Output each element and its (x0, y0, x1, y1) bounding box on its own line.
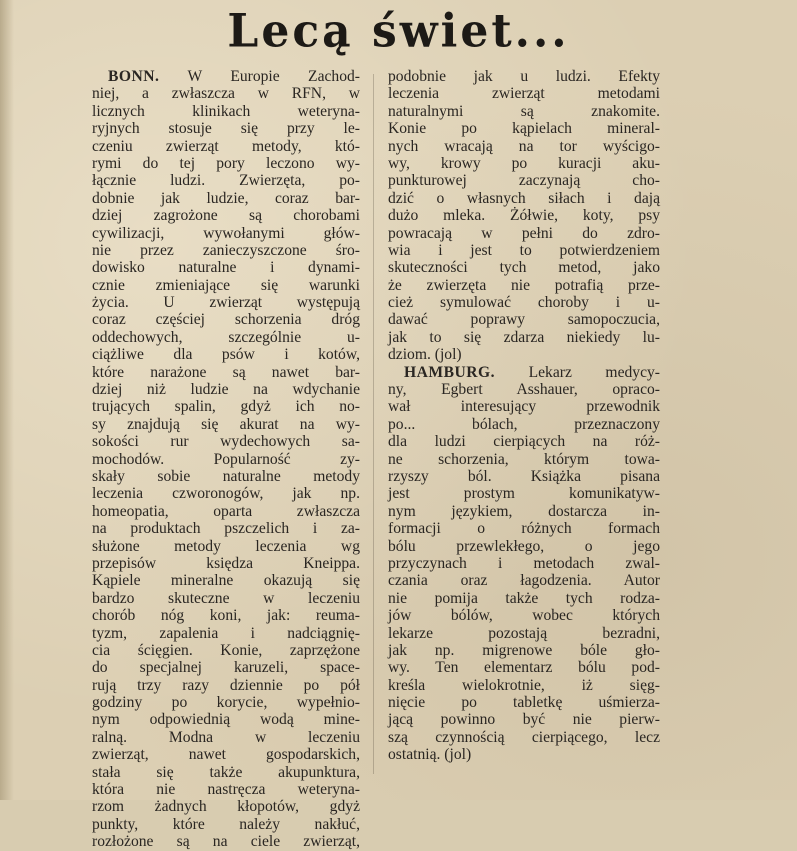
text-line (92, 659, 360, 676)
text-line (388, 729, 660, 746)
text-line-content: cznie zmieniające się warunki (92, 276, 360, 294)
text-line (92, 781, 360, 798)
text-line (92, 694, 360, 711)
text-line-content: czeniu zwierząt metody, któ- (92, 137, 360, 155)
text-line-content: leczenia czworonogów, jak np. (92, 485, 360, 503)
text-line-content: rymi do tej pory leczono wy- (92, 154, 360, 172)
text-line-content: homeopatia, oparta zwłaszcza (92, 502, 360, 520)
text-line-content: dla ludzi cierpiących na róż- (388, 433, 660, 451)
text-line (388, 642, 660, 659)
text-line-content: nie przez zanieczyszczone śro- (92, 241, 360, 259)
text-line-content: sokości rur wydechowych sa- (92, 433, 360, 451)
text-line-content: ryjnych stosuje się przy le- (92, 120, 360, 138)
text-line (92, 607, 360, 624)
text-line-content: zwierząt, nawet gospodarskich, (92, 746, 360, 764)
text-line-content: łącznie ludzi. Zwierzęta, po- (92, 172, 360, 190)
text-line (92, 294, 360, 311)
text-line (388, 103, 660, 120)
text-line (388, 85, 660, 102)
text-line-content: tyzm, zapalenia i nadciągnię- (92, 624, 360, 642)
text-line (388, 381, 660, 398)
text-line-content: przepisów księdza Kneippa. (92, 554, 360, 572)
text-line (388, 398, 660, 415)
text-line (388, 625, 660, 642)
text-line-content: jak np. migrenowe bóle gło- (388, 641, 660, 659)
text-line (388, 68, 660, 85)
text-line (388, 138, 660, 155)
text-line-content: jak to się zdarza niekiedy lu- (388, 328, 660, 346)
text-line (388, 259, 660, 276)
text-line (388, 659, 660, 676)
text-line (92, 416, 360, 433)
text-line (92, 364, 360, 381)
text-line-content: chorób nóg koni, jak: reuma- (92, 607, 360, 625)
text-line (388, 155, 660, 172)
text-line-content: jącą powinno być nie pierw- (388, 711, 660, 729)
article-column-left (92, 68, 360, 851)
text-line (92, 190, 360, 207)
text-line-content: szą czynnością cierpiącego, lecz (388, 728, 660, 746)
text-line (388, 485, 660, 502)
text-line (92, 520, 360, 537)
text-line-content: bólu przewlekłego, o jego (388, 537, 660, 555)
text-line (388, 329, 660, 346)
column-divider (373, 74, 374, 774)
text-line (388, 172, 660, 189)
text-line-content: mochodów. Popularność zy- (92, 450, 360, 468)
text-line-content: rozłożone są na ciele zwierząt, (92, 833, 360, 851)
text-line (92, 677, 360, 694)
text-line (92, 729, 360, 746)
text-line-content: cież symulować choroby i u- (388, 294, 660, 312)
dateline: BONN. (108, 68, 160, 85)
text-line-content: służone metody leczenia wg (92, 537, 360, 555)
text-line (388, 503, 660, 520)
text-line-content: nym językiem, dostarcza in- (388, 502, 660, 520)
text-line-content: do specjalnej karuzeli, space- (92, 659, 360, 677)
text-line (388, 451, 660, 468)
text-line-content: punkturowej zaczynają cho- (388, 172, 660, 190)
text-line-content: jest prostym komunikatyw- (388, 485, 660, 503)
text-line (388, 433, 660, 450)
text-line (388, 468, 660, 485)
text-line (92, 120, 360, 137)
text-line-content: coraz częściej schorzenia dróg (92, 311, 360, 329)
text-line (388, 694, 660, 711)
text-line-content: wy, krowy po kuracji aku- (388, 154, 660, 172)
text-line (92, 103, 360, 120)
text-line-content: dobnie jak ludzie, coraz bar- (92, 189, 360, 207)
text-line-content: nięcie po tabletkę uśmierza- (388, 694, 660, 712)
article-column-right (388, 68, 660, 764)
text-line (92, 68, 360, 85)
text-line-content: ostatnią. (jol) (388, 746, 472, 764)
text-line-content: powracają w pełni do zdro- (388, 224, 660, 242)
text-line-content: Konie po kąpielach mineral- (388, 120, 660, 138)
text-line (92, 538, 360, 555)
text-line-content: po... bólach, przeznaczony (388, 415, 660, 433)
text-line-content: nych wracają na tor wyścigo- (388, 137, 660, 155)
text-line (92, 138, 360, 155)
text-line (92, 764, 360, 781)
text-line-content: rują trzy razy dziennie po pół (92, 676, 360, 694)
text-line (92, 329, 360, 346)
text-line-content: leczenia zwierząt metodami (388, 85, 660, 103)
text-line (388, 538, 660, 555)
text-line (92, 468, 360, 485)
text-line (92, 433, 360, 450)
text-line (388, 364, 660, 381)
text-line-content: punkty, które należy nakłuć, (92, 815, 360, 833)
text-line (92, 225, 360, 242)
text-line-content: bardzo skuteczne w leczeniu (92, 589, 360, 607)
text-line (92, 590, 360, 607)
text-line-content: dziej niż ludzie na wdychanie (92, 381, 360, 399)
text-line-content: dawać poprawy samopoczucia, (388, 311, 660, 329)
text-line-content: godziny po korycie, wypełnio- (92, 694, 360, 712)
text-line-content: wał interesujący przewodnik (388, 398, 660, 416)
scan-edge-shadow (0, 0, 14, 800)
text-line (92, 625, 360, 642)
text-line-content: dziom. (jol) (388, 346, 462, 364)
text-line-content: która nie nastręcza weteryna- (92, 781, 360, 799)
text-line (388, 311, 660, 328)
text-line-content: że zwierzęta nie potrafią prze- (388, 276, 660, 294)
text-line-content: Kąpiele mineralne okazują się (92, 572, 360, 590)
text-line (92, 816, 360, 833)
text-line (388, 294, 660, 311)
text-line-content: rzyszy ból. Książka pisana (388, 467, 660, 485)
text-line (388, 520, 660, 537)
text-line-content: wy. Ten elementarz bólu pod- (388, 659, 660, 677)
text-line-content: cia ścięgien. Konie, zaprzężone (92, 641, 360, 659)
text-line-content: rzom żadnych kłopotów, gdyż (92, 798, 360, 816)
text-line (92, 242, 360, 259)
text-line-content: cywilizacji, wywołanymi głów- (92, 224, 360, 242)
text-line-content: skuteczności tych metod, jako (388, 259, 660, 277)
text-line (92, 711, 360, 728)
text-line (92, 798, 360, 815)
text-line-content: ralną. Modna w leczeniu (92, 728, 360, 746)
text-line-content: trujących spalin, gdyż ich no- (92, 398, 360, 416)
text-line (92, 503, 360, 520)
text-line-content: sy znajdują się akurat na wy- (92, 415, 360, 433)
text-line-content: skały sobie naturalne metody (92, 467, 360, 485)
text-line (92, 572, 360, 589)
text-line-content: formacji o różnych formach (388, 520, 660, 538)
text-line-content: dużo mleka. Żółwie, koty, psy (388, 207, 660, 225)
text-line (92, 346, 360, 363)
text-line (92, 833, 360, 850)
text-line (92, 381, 360, 398)
text-line-content: życia. U zwierząt występują (92, 294, 360, 312)
text-line-content: ne schorzenia, którym towa- (388, 450, 660, 468)
text-line-content: licznych klinikach weteryna- (92, 102, 360, 120)
text-line (92, 259, 360, 276)
text-line (92, 85, 360, 102)
text-line-content: naturalnymi są znakomite. (388, 102, 660, 120)
text-line (388, 555, 660, 572)
text-line-content: na produktach pszczelich i za- (92, 520, 360, 538)
text-line (388, 225, 660, 242)
text-line-content: oddechowych, szczególnie u- (92, 328, 360, 346)
text-line (388, 746, 660, 763)
text-line-content: wia i jest to potwierdzeniem (388, 241, 660, 259)
text-line-content: W Europie Zachod- (159, 68, 360, 85)
text-line (92, 172, 360, 189)
dateline: HAMBURG. (404, 363, 496, 381)
text-line (388, 207, 660, 224)
text-line (92, 485, 360, 502)
text-line-content: które narażone są nawet bar- (92, 363, 360, 381)
text-line (388, 277, 660, 294)
text-line (92, 207, 360, 224)
text-line (388, 242, 660, 259)
text-line (388, 677, 660, 694)
text-line (92, 451, 360, 468)
text-line-content: dziej zagrożone są chorobami (92, 207, 360, 225)
text-line-content: dowisko naturalne i dynami- (92, 259, 360, 277)
text-line-content: jów bólów, wobec których (388, 607, 660, 625)
text-line-content: przyczynach i metodach zwal- (388, 554, 660, 572)
text-line (92, 155, 360, 172)
text-line (388, 711, 660, 728)
text-line-content: kreśla wielokrotnie, iż sięg- (388, 676, 660, 694)
text-line-content: niej, a zwłaszcza w RFN, w (92, 85, 360, 103)
text-line (388, 346, 660, 363)
article-headline: Lecą świet... (227, 4, 570, 59)
text-line (388, 120, 660, 137)
text-line (388, 416, 660, 433)
text-line (92, 746, 360, 763)
text-line-content: Lekarz medycy- (495, 363, 660, 381)
text-line (92, 277, 360, 294)
text-line-content: nie pomija także tych rodza- (388, 589, 660, 607)
text-line-content: stała się także akupunktura, (92, 763, 360, 781)
text-line (388, 590, 660, 607)
text-line-content: lekarze pozostają bezradni, (388, 624, 660, 642)
text-line-content: ciążliwe dla psów i kotów, (92, 346, 360, 364)
text-line-content: podobnie jak u ludzi. Efekty (388, 68, 660, 85)
text-line (388, 607, 660, 624)
text-line-content: nym odpowiednią wodą mine- (92, 711, 360, 729)
text-line-content: czania oraz łagodzenia. Autor (388, 572, 660, 590)
text-line (92, 555, 360, 572)
text-line (92, 311, 360, 328)
text-line-content: dzić o własnych siłach i dają (388, 189, 660, 207)
text-line (388, 572, 660, 589)
text-line (388, 190, 660, 207)
text-line (92, 398, 360, 415)
text-line (92, 642, 360, 659)
text-line-content: ny, Egbert Asshauer, opraco- (388, 381, 660, 399)
